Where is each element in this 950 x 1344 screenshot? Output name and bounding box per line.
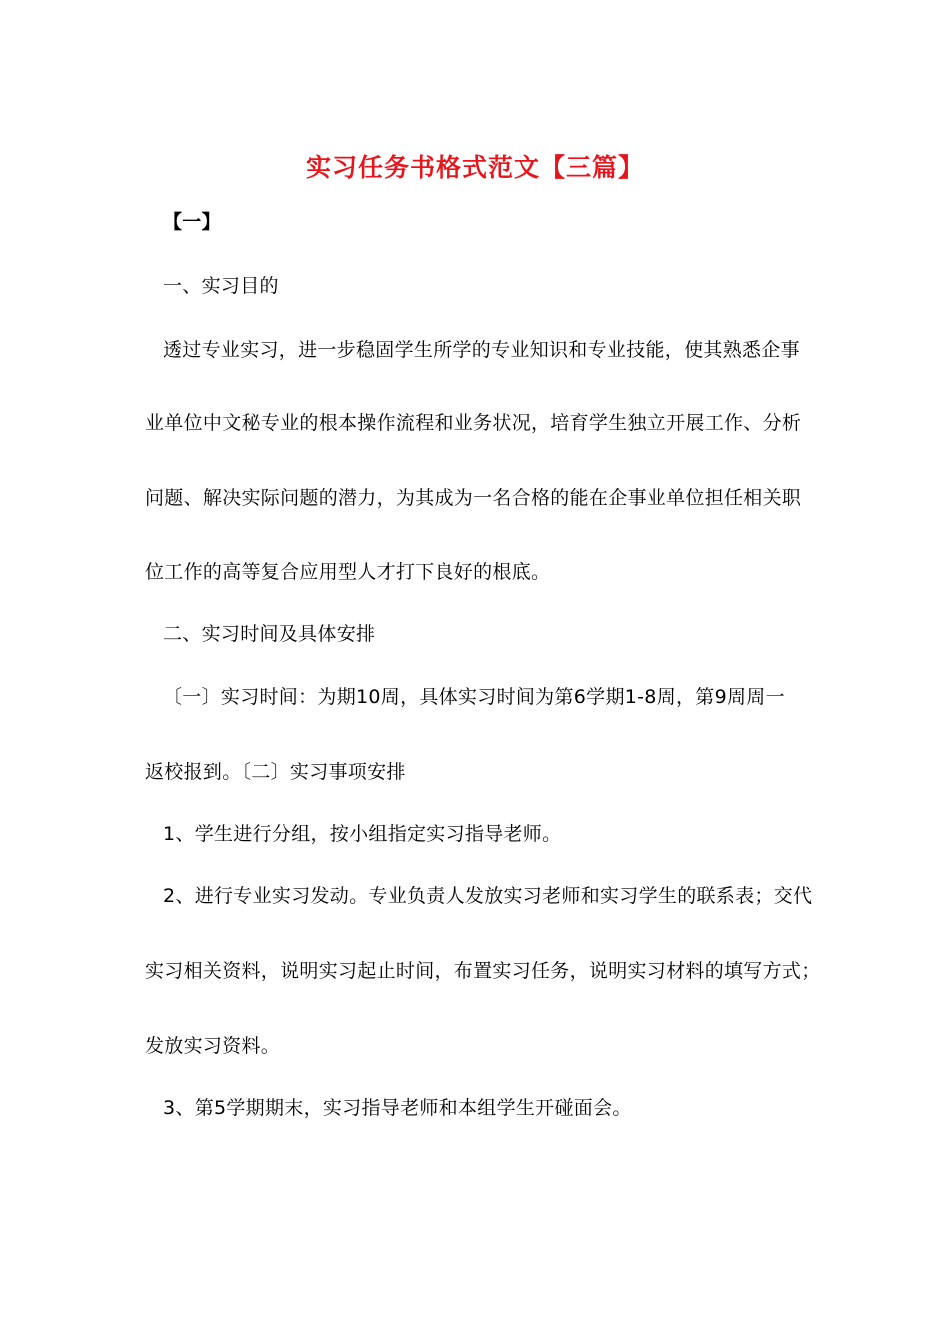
paragraph-line: 〔一〕实习时间：为期10周，具体实习时间为第6学期1-8周，第9周周一: [163, 686, 785, 708]
heading-schedule: 二、实习时间及具体安排: [163, 623, 376, 645]
list-item: 2、进行专业实习发动。专业负责人发放实习老师和实习学生的联系表；交代: [163, 885, 813, 907]
paragraph-line: 问题、解决实际问题的潜力，为其成为一名合格的能在企事业单位担任相关职: [145, 487, 802, 509]
paragraph-line: 实习相关资料，说明实习起止时间，布置实习任务，说明实习材料的填写方式；: [145, 960, 821, 982]
paragraph-line: 位工作的高等复合应用型人才打下良好的根底。: [145, 561, 551, 583]
part-marker: 【一】: [163, 211, 221, 233]
paragraph-line: 透过专业实习，进一步稳固学生所学的专业知识和专业技能，使其熟悉企事: [163, 339, 800, 361]
list-item: 1、学生进行分组，按小组指定实习指导老师。: [163, 823, 562, 845]
paragraph-line: 业单位中文秘专业的根本操作流程和业务状况，培育学生独立开展工作、分析: [145, 412, 802, 434]
document-title: 实习任务书格式范文【三篇】: [305, 153, 644, 182]
paragraph-line: 发放实习资料。: [145, 1035, 281, 1057]
heading-purpose: 一、实习目的: [163, 275, 279, 297]
list-item: 3、第5学期期末，实习指导老师和本组学生开碰面会。: [163, 1097, 632, 1119]
paragraph-line: 返校报到。〔二〕实习事项安排: [145, 761, 406, 783]
